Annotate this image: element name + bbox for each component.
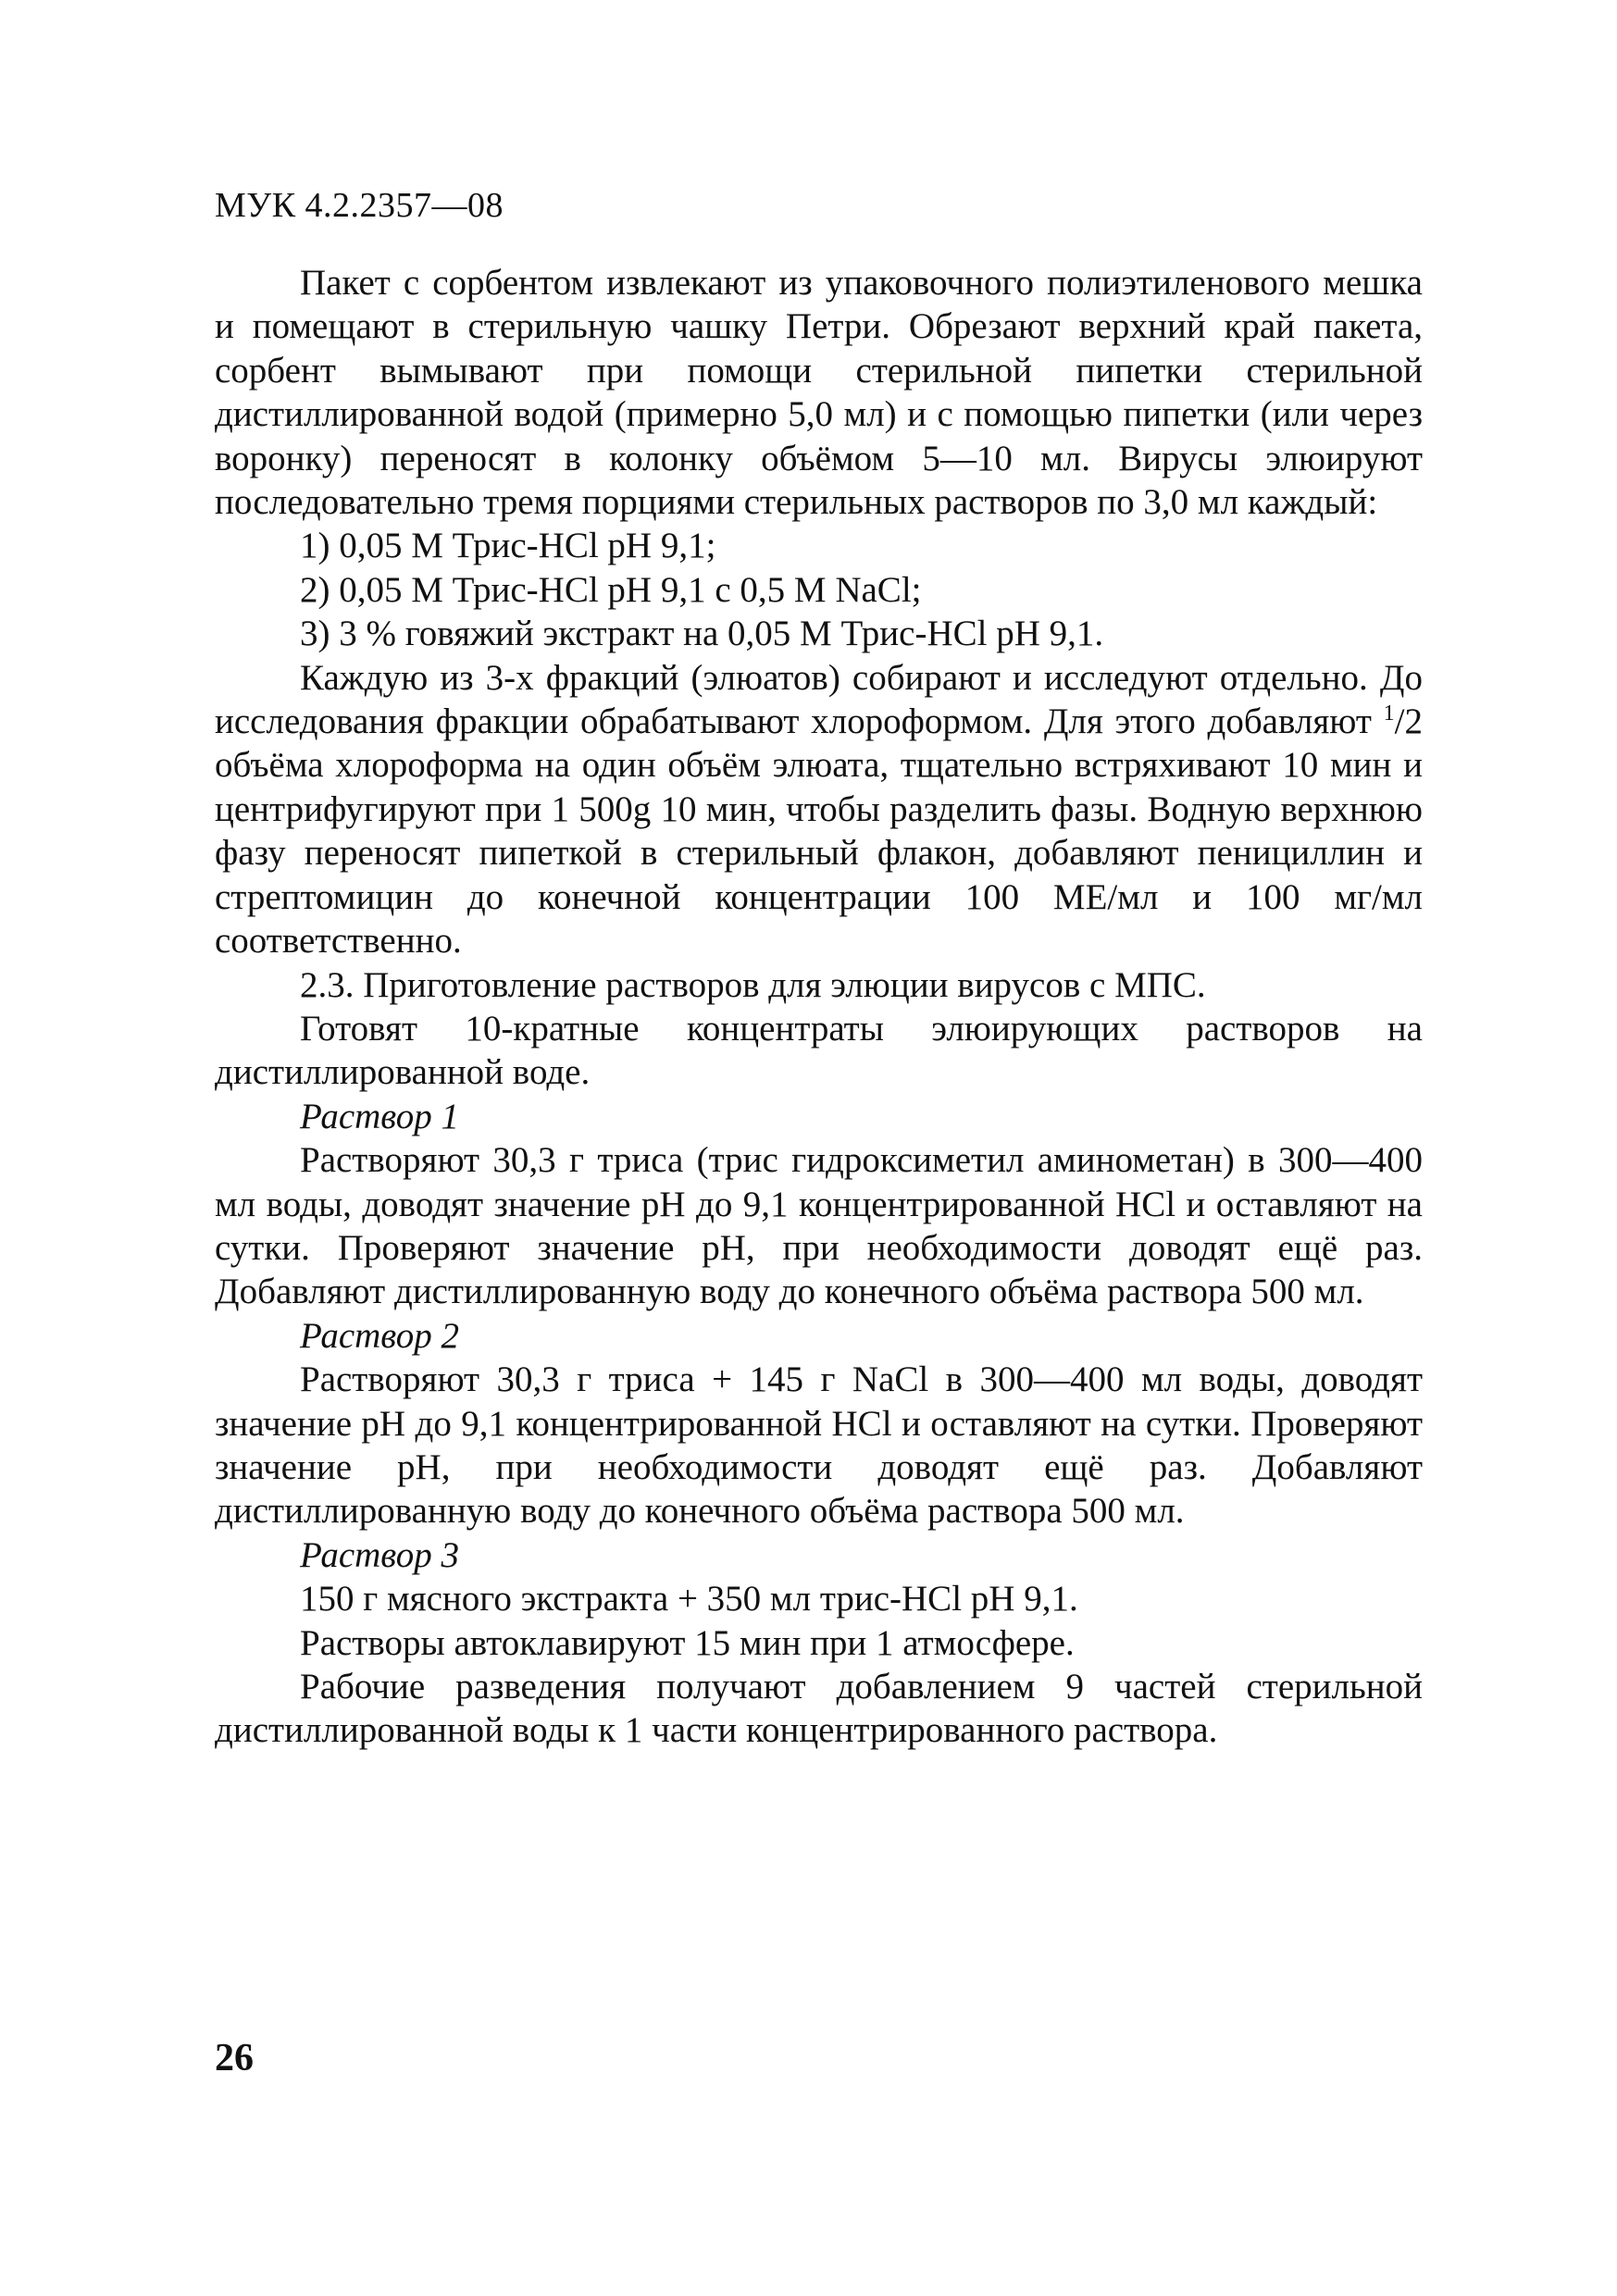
fraction-numerator: 1	[1383, 701, 1395, 726]
solution-3-text: 150 г мясного экстракта + 350 мл трис-HCl pH 9,1.	[300, 1579, 1078, 1620]
fraction-denominator: /2	[1394, 701, 1423, 742]
fractions-text-end: объёма хлороформа на один объём элюата, тщательно встряхивают 10 мин и центрифугируют при 1 500g 10 мин, чтобы разделить фазы. Водную верхнюю фазу переносят пипеткой в стерильный флакон, добавляют пенициллин и стрептомицин до конечной концентрации 100 МЕ/мл и 100 мг/мл соответственно.	[215, 745, 1423, 962]
list-item-solution-3: 3) 3 % говяжий экстракт на 0,05 М Трис-HCl pH 9,1.	[300, 614, 1104, 654]
paragraph-sorbent-extraction: Пакет с сорбентом извлекают из упаковочного полиэтиленового мешка и помещают в стерильную чашку Петри. Обрезают верхний край пакета, сорбент вымывают при помощи стерильной пипетки стерильной дистиллированной водой (примерно 5,0 мл) и с помощью пипетки (или через воронку) переносят в колонку объёмом 5—10 мл. Вирусы элюируют последовательно тремя порциями стерильных растворов по 3,0 мл каждый:	[215, 263, 1423, 523]
paragraph-working-dilutions: Рабочие разведения получают добавлением 9 частей стерильной дистиллированной воды к 1 части концентрированного раствора.	[215, 1667, 1423, 1751]
list-item-solution-1: 1) 0,05 М Трис-HCl pH 9,1;	[300, 526, 716, 566]
solution-2-text: Растворяют 30,3 г триса + 145 г NaCl в 300—400 мл воды, доводят значение pH до 9,1 концентрированной HCl и оставляют на сутки. Проверяют значение pH, при необходимости доводят ещё раз. Добавляют дистиллированную воду до конечного объёма раствора 500 мл.	[215, 1359, 1423, 1532]
paragraph-concentrates: Готовят 10-кратные концентраты элюирующих растворов на дистиллированной воде.	[215, 1008, 1423, 1093]
page-number: 26	[215, 2037, 254, 2079]
document-code-header: МУК 4.2.2357—08	[215, 186, 504, 225]
section-heading-2-3: 2.3. Приготовление растворов для элюции вирусов с МПС.	[300, 964, 1206, 1005]
fractions-text-start: Каждую из 3-х фракций (элюатов) собирают и исследуют отдельно. До исследования фракции обрабатывают хлороформом. Для этого добавляют	[215, 657, 1423, 742]
solution-1-text: Растворяют 30,3 г триса (трис гидроксиметил аминометан) в 300—400 мл воды, доводят значение pH до 9,1 концентрированной HCl и оставляют на сутки. Проверяют значение pH, при необходимости доводят ещё раз. Добавляют дистиллированную воду до конечного объёма раствора 500 мл.	[215, 1140, 1423, 1312]
paragraph-autoclave: Растворы автоклавируют 15 мин при 1 атмосфере.	[300, 1622, 1075, 1663]
solution-1-title: Раствор 1	[300, 1096, 459, 1136]
solution-3-title: Раствор 3	[300, 1534, 459, 1575]
document-body	[215, 261, 1423, 1753]
list-item-solution-2: 2) 0,05 М Трис-HCl pH 9,1 с 0,5 М NaCl;	[300, 569, 922, 610]
solution-2-title: Раствор 2	[300, 1315, 459, 1356]
paragraph-fractions-processing	[215, 656, 1423, 963]
